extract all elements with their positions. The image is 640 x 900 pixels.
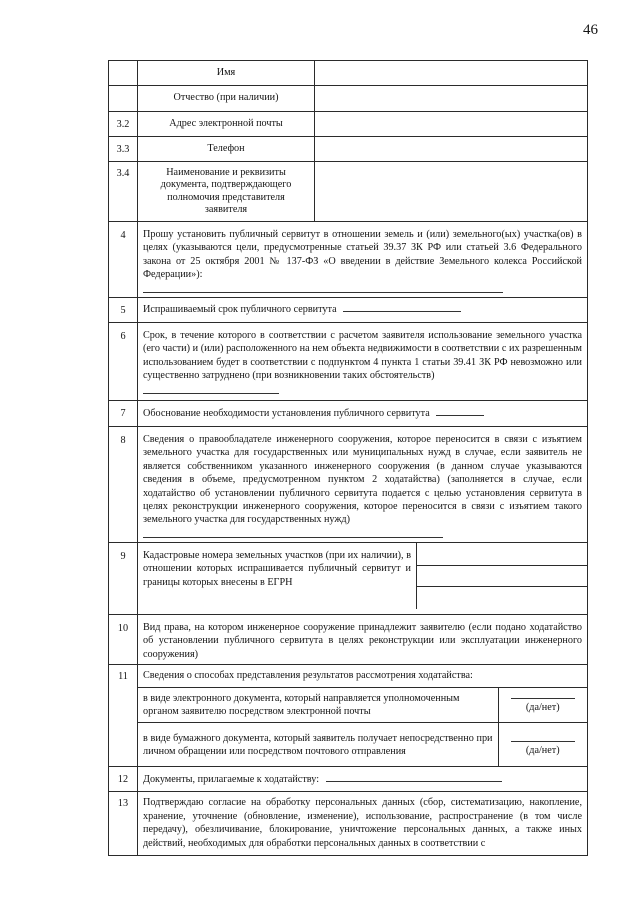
row-number: 6 [109,323,138,401]
form-row-8-owner-info [109,427,588,543]
delivery-electronic-answer[interactable] [498,688,587,722]
first-name-field[interactable] [315,61,588,86]
justification-input-line[interactable] [436,414,484,416]
form-row-9-cadastral-numbers [109,542,588,614]
row-number: 4 [109,222,138,298]
purpose-text: Прошу установить публичный сервитут в отношении земель и (или) земельного(ых) участка(ов) в целях (указываются цели, предусмотренные статьей 39.37 ЗК РФ или статьей 3.6 Федерального закона от 25 октября 2001 № 137-ФЗ «О введении в действие Земельного колекса Российской Федерации»): [143,229,582,281]
delivery-method-title: Сведения о способах представления результатов рассмотрения ходатайства: [138,665,587,688]
purpose-input-line[interactable] [143,285,582,297]
consent-text: Подтверждаю согласие на обработку персональных данных (сбор, систематизацию, накопление, хранение, уточнение (обновление, изменение), использование, распространение (в том числе передачу), обезличивание, блокирование, уничтожение персональных данных, а также иных действий, необходимых для обработки персональных данных в соответствии с [143,797,582,849]
form-row-representative-document [109,162,588,222]
form-row-4-purpose [109,222,588,298]
phone-field[interactable] [315,137,588,162]
row-number [109,61,138,86]
right-type-text: Вид права, на котором инженерное сооружение принадлежит заявителю (если подано ходатайство об установлении публичного сервитута в целях реконструкции или эксплуатации инженерного сооружения) [143,621,582,660]
row-number: 12 [109,767,138,792]
answer-line [511,740,575,742]
row-number: 9 [109,542,138,614]
row-label: Телефон [138,137,315,162]
row-number [109,86,138,112]
row-number: 7 [109,401,138,427]
row-number: 13 [109,792,138,856]
restriction-term-text: Срок, в течение которого в соответствии с расчетом заявителя использование земельного участка (его части) и (или) расположенного на нем объекта недвижимости в соответствии с их разрешенным использованием будет в соответствии с подпунктом 4 пункта 1 статьи 39.41 ЗК РФ невозможно или существенно затруднено (при возникновении таких обстоятельств) [143,330,582,382]
form-row-6-restriction-term [109,323,588,401]
term-text: Испрашиваемый срок публичного сервитута [143,304,337,316]
restriction-term-cell [138,323,588,401]
row-number: 11 [109,665,138,767]
form-row-13-consent [109,792,588,856]
form-row-first-name [109,61,588,86]
right-type-cell [138,614,588,664]
row-label: Наименование и реквизиты документа, подтверждающего полномочия представителя заявителя [138,162,315,222]
yes-no-hint: (да/нет) [525,745,560,757]
form-row-12-attached-documents [109,767,588,792]
cadastral-number-field-2[interactable] [416,566,587,587]
delivery-paper-answer[interactable] [498,722,587,766]
owner-info-text: Сведения о правообладателе инженерного сооружения, которое переносится в связи с изъятием земельного участка для государственных или муниципальных нужд в случае, если заявитель не является собственником указанного инженерного сооружения (в данном случае указываются сведения в объеме, предусмотренном пунктом 2 ходатайства) (заполняется в случае, если ходатайство об установлении публичного сервитута подается с целью установления сервитута в целях реконструкции инженерного сооружения, которое переносится в связи с изъятием такого земельного участка для государственных нужд) [143,434,582,526]
cadastral-text: Кадастровые номера земельных участков (при их наличии), в отношении которых испрашивается публичный сервитут и границы которых внесены в ЕГРН [143,549,411,588]
form-row-11-delivery-method [109,665,588,767]
form-row-7-justification [109,401,588,427]
form-row-email [109,112,588,137]
delivery-option-paper: в виде бумажного документа, который заявитель получает непосредственно при личном обращении или посредством почтового отправления [138,722,498,766]
cadastral-cell [138,542,588,614]
delivery-option-electronic: в виде электронного документа, который направляется уполномоченным органом заявителю посредством электронной почты [138,688,498,722]
row-label: Имя [138,61,315,86]
email-field[interactable] [315,112,588,137]
answer-line [511,697,575,699]
term-input-line[interactable] [343,310,461,312]
attached-documents-input-line[interactable] [326,780,502,782]
application-form-table [108,60,588,856]
cadastral-number-field-1[interactable] [416,543,587,566]
form-row-patronymic [109,86,588,112]
justification-cell [138,401,588,427]
restriction-term-input-line[interactable] [143,386,582,398]
consent-cell [138,792,588,856]
representative-document-field[interactable] [315,162,588,222]
row-number: 3.2 [109,112,138,137]
row-number: 3.4 [109,162,138,222]
purpose-cell [138,222,588,298]
attached-documents-cell [138,767,588,792]
owner-info-input-line[interactable] [143,530,582,542]
row-number: 3.3 [109,137,138,162]
yes-no-hint: (да/нет) [525,701,560,713]
patronymic-field[interactable] [315,86,588,112]
row-label: Адрес электронной почты [138,112,315,137]
cadastral-number-field-3[interactable] [416,587,587,609]
row-label: Отчество (при наличии) [138,86,315,112]
page-number: 46 [583,22,598,38]
form-row-phone [109,137,588,162]
attached-documents-text: Документы, прилагаемые к ходатайству: [143,773,320,785]
term-cell [138,298,588,323]
justification-text: Обоснование необходимости установления публичного сервитута [143,407,430,419]
form-row-5-term [109,298,588,323]
row-number: 8 [109,427,138,543]
owner-info-cell [138,427,588,543]
row-number: 5 [109,298,138,323]
row-number: 10 [109,614,138,664]
form-row-10-right-type [109,614,588,664]
delivery-method-cell [138,665,588,767]
